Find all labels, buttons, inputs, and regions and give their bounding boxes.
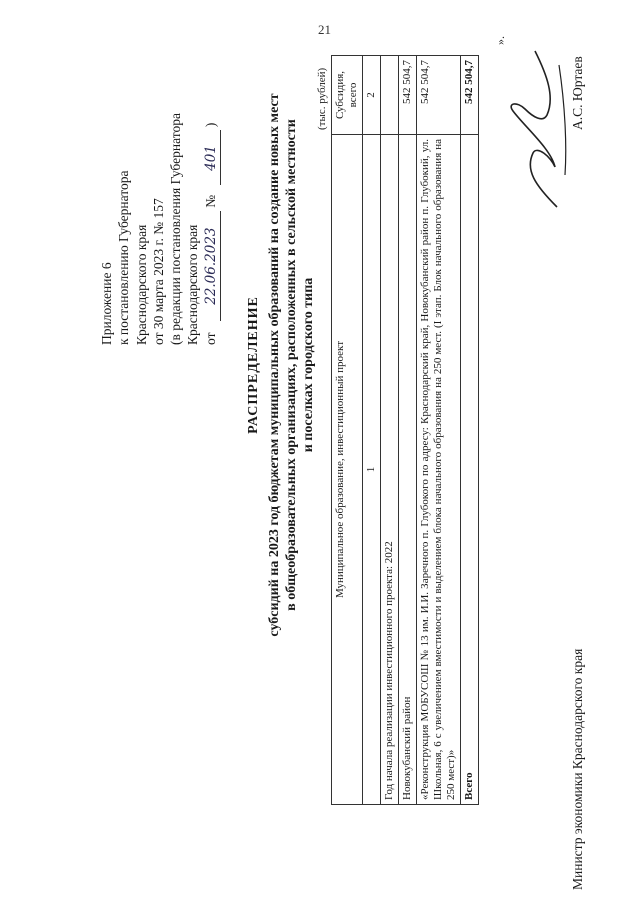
- project-description: «Реконструкция МОБУСОШ № 13 им. И.И. Заречного п. Глубокого по адресу: Краснодарский край, Новокубанский район п. Глубокий, ул. Школьная, 6 с увеличением вместимости и выделением блока начального образования на 250 мест. (I этап. Блок начального образования на 250 мест)»: [417, 135, 461, 805]
- title-main: РАСПРЕДЕЛЕНИЕ: [246, 296, 261, 434]
- footer-position: Министр экономики Краснодарского края: [570, 648, 585, 890]
- title-line: в общеобразовательных организациях, расположенных в сельской местности: [284, 119, 299, 611]
- table-row: [399, 56, 417, 805]
- appendix-block: [98, 5, 221, 345]
- table-row: [417, 56, 461, 805]
- header-subsidy: Субсидия, всего: [332, 56, 363, 135]
- date-prefix: от: [202, 332, 218, 345]
- table-total-row: [461, 56, 479, 805]
- colnum-2: 2: [363, 56, 381, 135]
- appendix-date-line: [202, 5, 221, 345]
- closing-quote: ».: [493, 36, 507, 45]
- handwritten-number: 401: [203, 131, 221, 186]
- page-number: 21: [318, 22, 331, 37]
- document-title: [245, 65, 317, 665]
- units-label: (тыс. рублей): [316, 67, 328, 130]
- total-sum: 542 504,7: [461, 56, 479, 135]
- handwritten-date: 22.06.2023: [203, 211, 221, 321]
- title-line: субсидий на 2023 год бюджетам муниципальных образований на создание новых мест: [267, 93, 282, 637]
- appendix-line: (в редакции постановления Губернатора: [168, 113, 184, 345]
- distribution-table: [331, 55, 479, 805]
- project-sum: 542 504,7: [417, 56, 461, 135]
- table-header-row: [332, 56, 363, 805]
- closing-paren: ): [202, 122, 218, 128]
- year-row-label: Год начала реализации инвестиционного проекта: 2022: [381, 135, 399, 805]
- appendix-line: Приложение 6: [99, 262, 114, 345]
- appendix-line: к постановлению Губернатора: [116, 170, 132, 345]
- table-row: [381, 56, 399, 805]
- header-municipality: Муниципальное образование, инвестиционный проект: [332, 135, 363, 805]
- footer-name: А.С. Юртаев: [570, 56, 585, 130]
- appendix-line: Краснодарского края: [133, 224, 149, 345]
- year-row-sum: [381, 56, 399, 135]
- appendix-line: Краснодарского края: [185, 224, 201, 345]
- number-prefix: №: [202, 194, 218, 208]
- colnum-1: 1: [363, 135, 381, 805]
- district-sum: 542 504,7: [399, 56, 417, 135]
- title-line: и поселках городского типа: [301, 277, 316, 453]
- appendix-line: от 30 марта 2023 г. № 157: [150, 198, 166, 345]
- total-label: Всего: [461, 135, 479, 805]
- district-name: Новокубанский район: [399, 135, 417, 805]
- table-colnum-row: [363, 56, 381, 805]
